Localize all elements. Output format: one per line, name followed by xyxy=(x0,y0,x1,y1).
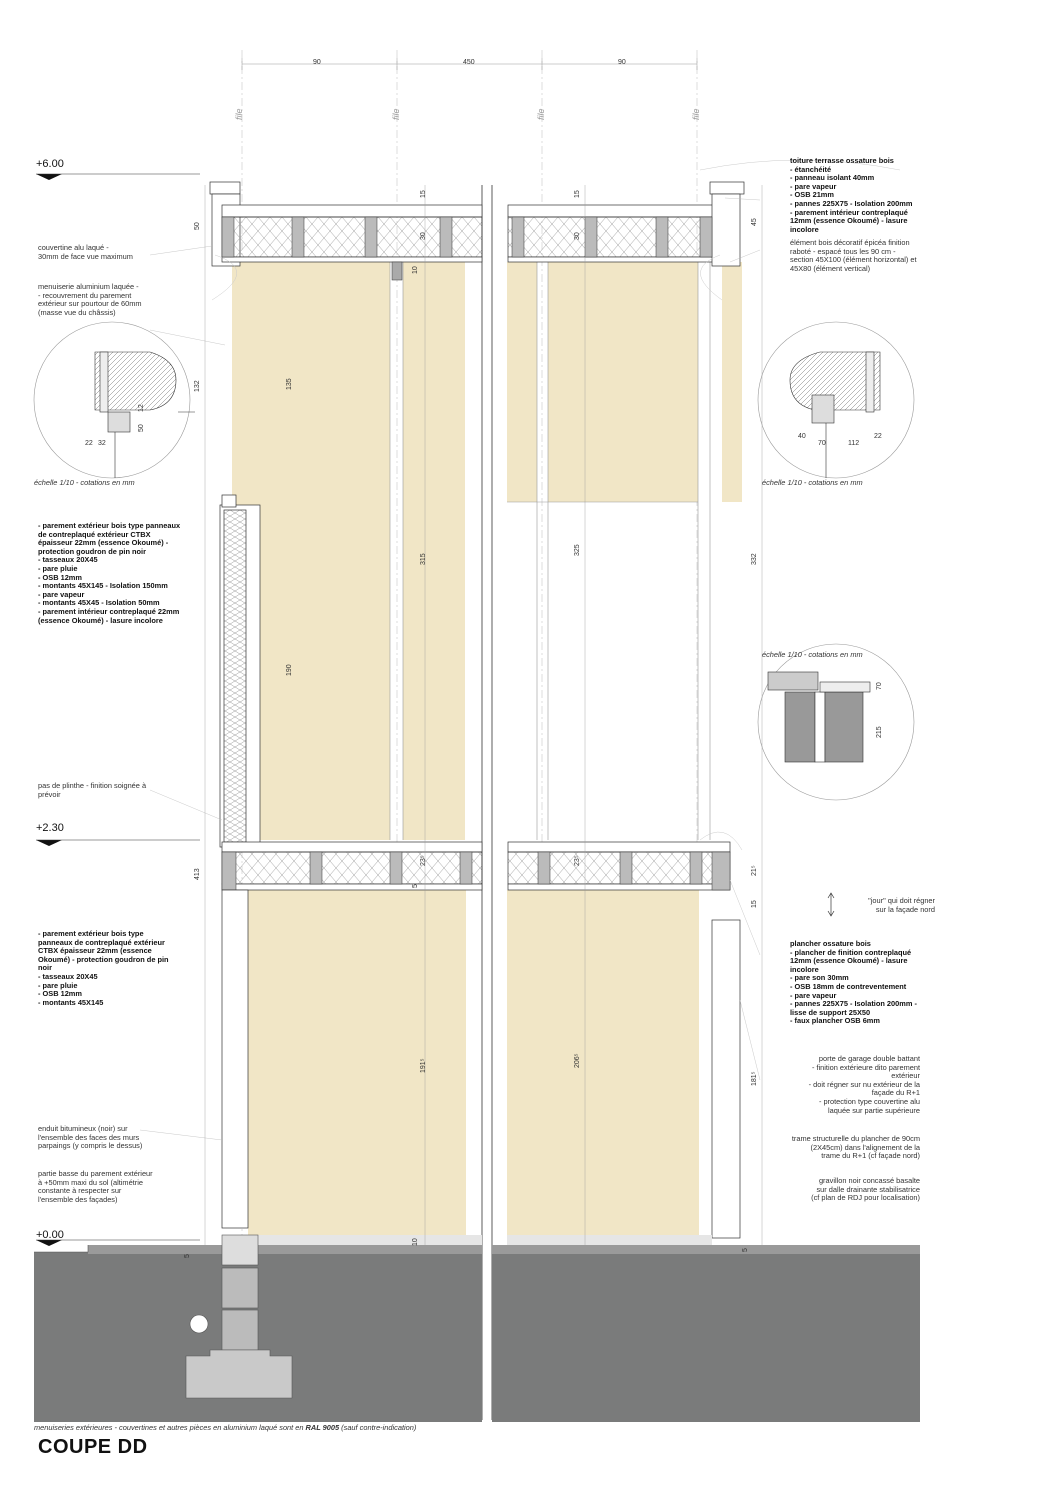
detail-right-dim-d: 22 xyxy=(874,433,882,440)
dim-413: 413 xyxy=(194,868,201,880)
dim-132: 132 xyxy=(194,380,201,392)
dim-135: 135 xyxy=(286,378,293,390)
dim-30b: 30 xyxy=(574,232,581,240)
grid-file-3: file xyxy=(536,108,546,120)
note-plinthe: pas de plinthe - finition soignée à prévoir xyxy=(38,781,147,799)
detail-mid-dim-a: 70 xyxy=(876,682,883,690)
note-enduit: enduit bitumineux (noir) sur l'ensemble des faces des murs parpaings (y compris le dessus) xyxy=(38,1124,143,1151)
grid-file-1: file xyxy=(234,108,244,120)
detail-left-dim-a: 22 xyxy=(85,440,93,447)
detail-left-dim-d: 12 xyxy=(138,404,145,412)
grid-file-4: file xyxy=(691,108,701,120)
note-parement-bottom: - parement extérieur bois type panneaux de contreplaqué extérieur CTBX épaisseur 22mm (essence Okoumé) - protection goudron de pin noir - tasseaux 20X45 - pare pluie - OSB 12mm - montants 45X145 xyxy=(38,929,169,1007)
note-gravillon: gravillon noir concassé basalte sur dalle drainante stabilisatrice (cf plan de RDJ pour localisation) xyxy=(811,1176,920,1203)
detail-right-dim-a: 40 xyxy=(798,433,806,440)
note-echelle-right: échelle 1/10 - cotations en mm xyxy=(762,478,863,487)
detail-right-dim-b: 70 xyxy=(818,440,826,447)
grid-file-2: file xyxy=(391,108,401,120)
detail-mid-dim-b: 215 xyxy=(876,726,883,738)
note-jour: "jour" qui doit régner sur la façade nord xyxy=(868,896,935,914)
dim-21: 21⁵ xyxy=(751,865,758,876)
grid-dim-left: 90 xyxy=(313,59,321,66)
dim-191: 191⁵ xyxy=(420,1058,427,1073)
dim-181: 181⁵ xyxy=(751,1071,758,1086)
dim-23a: 23⁵ xyxy=(420,855,427,866)
level-ground: +0.00 xyxy=(36,1229,64,1241)
note-toiture: toiture terrasse ossature bois - étanchéité - panneau isolant 40mm - pare vapeur - OSB 21mm - pannes 225X75 - Isolation 200mm - parement intérieur contreplaqué 12mm (essence Okoumé) - lasure incolore xyxy=(790,156,913,234)
dim-10a: 10 xyxy=(412,266,419,274)
dim-15b: 15 xyxy=(574,190,581,198)
detail-right-dim-c: 112 xyxy=(848,440,860,447)
dim-206: 206⁵ xyxy=(574,1053,581,1068)
dim-15a: 15 xyxy=(420,190,427,198)
dim-190: 190 xyxy=(286,664,293,676)
dim-30a: 30 xyxy=(420,232,427,240)
detail-left-dim-b: 32 xyxy=(98,440,106,447)
wood-panels xyxy=(232,262,742,1235)
note-plancher: plancher ossature bois - plancher de finition contreplaqué 12mm (essence Okoumé) - lasure incolore - pare son 30mm - OSB 18mm de contreventement - pare vapeur - pannes 225X75 - Isolation 200mm - lisse de support 25X50 - faux plancher OSB 6mm xyxy=(790,939,917,1026)
note-parement-top: - parement extérieur bois type panneaux de contreplaqué extérieur CTBX épaisseur 22mm (essence Okoumé) - protection goudron de pin noir - tasseaux 20X45 - pare pluie - OSB 12mm - montants 45X145 - Isolation 150mm - pare vapeur - montants 45X45 - Isolation 50mm - parement intérieur contreplaqué 22mm (essence Okoumé) - lasure incolore xyxy=(38,521,181,625)
note-echelle-left: échelle 1/10 - cotations en mm xyxy=(34,478,135,487)
dim-50: 50 xyxy=(194,222,201,230)
note-element-bois: élément bois décoratif épicéa finition raboté - espacé tous les 90 cm - section 45X100 (élément horizontal) et 45X80 (élément vertical) xyxy=(790,238,917,273)
dim-5c: 5 xyxy=(742,1248,749,1252)
level-mid: +2.30 xyxy=(36,822,64,834)
dim-15c: 15 xyxy=(751,900,758,908)
note-partie-basse: partie basse du parement extérieur à +50mm maxi du sol (altimétrie constante à respecter sur l'ensemble des façades) xyxy=(38,1169,153,1204)
grid-dim-mid: 450 xyxy=(463,59,475,66)
dim-315: 315 xyxy=(420,553,427,565)
note-menuiserie: menuiserie aluminium laquée - - recouvrement du parement extérieur sur pourtour de 60mm (masse vue du châssis) xyxy=(38,282,142,317)
dim-45: 45 xyxy=(751,218,758,226)
drawing-title: COUPE DD xyxy=(38,1436,148,1458)
detail-left-dim-c: 50 xyxy=(138,424,145,432)
note-trame: trame structurelle du plancher de 90cm (2X45cm) dans l'alignement de la trame du R+1 (cf façade nord) xyxy=(791,1134,920,1161)
dim-332: 332 xyxy=(751,553,758,565)
note-couvertine: couvertine alu laqué - 30mm de face vue maximum xyxy=(38,243,133,261)
dim-5b: 5 xyxy=(184,1254,191,1258)
grid-dim-right: 90 xyxy=(618,59,626,66)
note-echelle-mid: échelle 1/10 - cotations en mm xyxy=(762,650,863,659)
upper-wall xyxy=(220,495,260,847)
floor-slab xyxy=(222,842,730,890)
note-porte: porte de garage double battant - finition extérieure dito parement extérieur - doit régner sur nu extérieur de la façade du R+1 - protection type couvertine alu laquée sur partie supérieure xyxy=(808,1054,920,1115)
dim-10b: 10 xyxy=(412,1238,419,1246)
footer-note: menuiseries extérieures - couvertines et autres pièces en aluminium laqué sont en RAL 9005 (sauf contre-indication) xyxy=(34,1423,417,1432)
dim-5a: 5 xyxy=(412,884,419,888)
dim-325: 325 xyxy=(574,544,581,556)
dim-23b: 23⁵ xyxy=(574,855,581,866)
level-top: +6.00 xyxy=(36,158,64,170)
